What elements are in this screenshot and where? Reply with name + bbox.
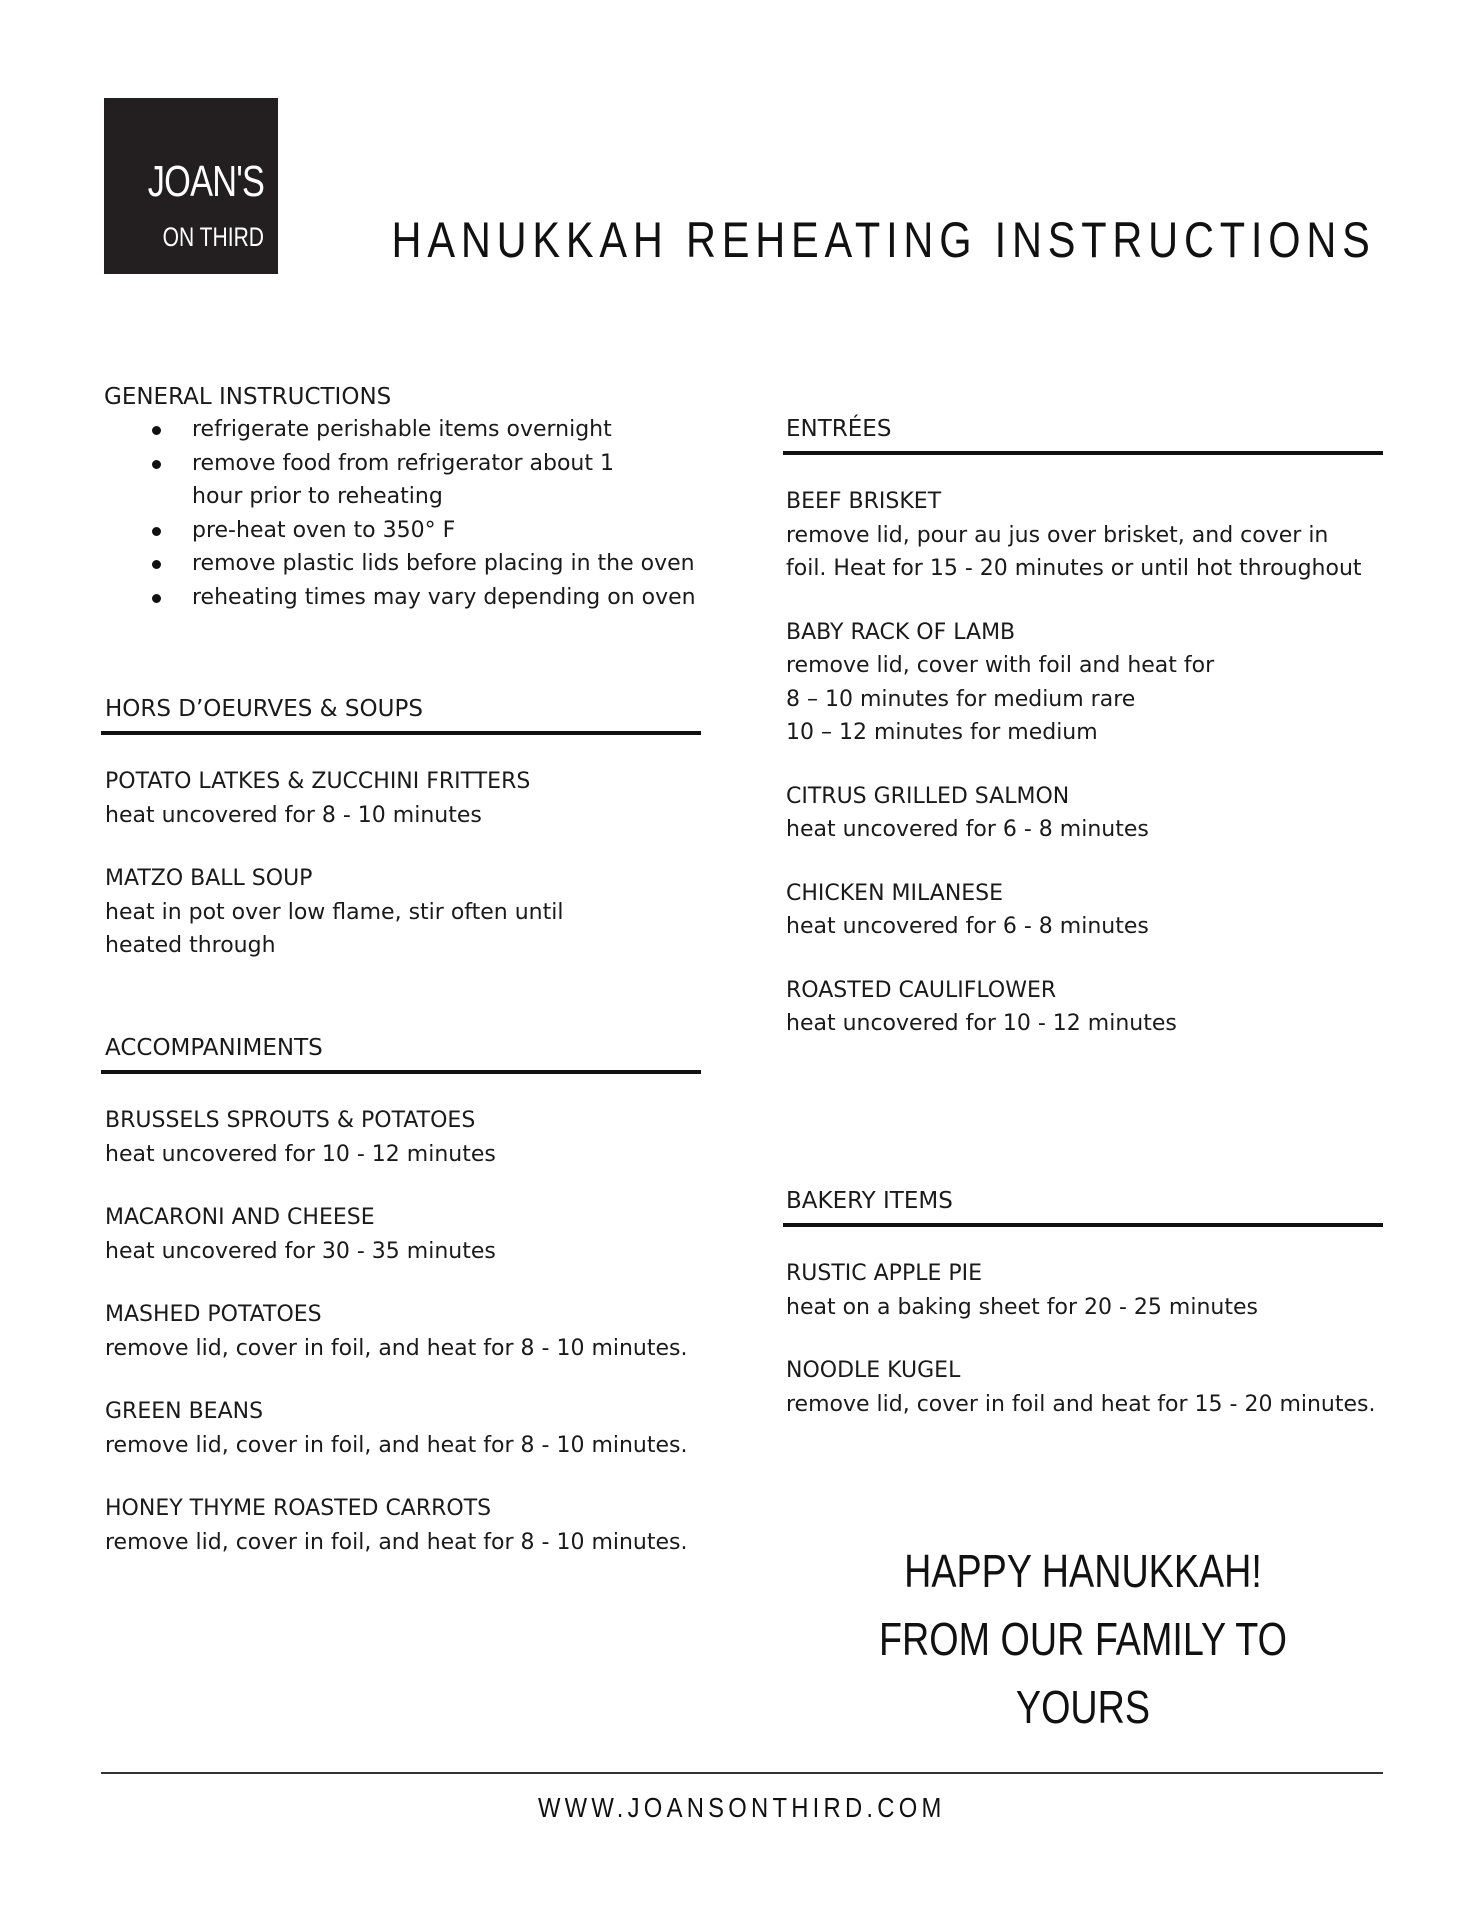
list-item: pre-heat oven to 350° F — [144, 514, 724, 548]
item-name: MATZO BALL SOUP — [105, 866, 313, 891]
item-instructions: remove lid, cover in foil and heat for 15 - 20 minutes. — [786, 1391, 1376, 1417]
menu-item — [783, 974, 1383, 1041]
item-instructions: remove lid, cover with foil and heat for 8 – 10 minutes for medium rare 10 – 12 minutes for medium — [786, 653, 1215, 745]
item-instructions: heat uncovered for 6 - 8 minutes — [786, 914, 1149, 939]
item-name: CITRUS GRILLED SALMON — [786, 783, 1070, 809]
list-item: refrigerate perishable items overnight — [144, 413, 724, 447]
logo-line-1: JOAN'S — [147, 157, 264, 206]
item-instructions: remove lid, cover in foil, and heat for 8 - 10 minutes. — [105, 1529, 688, 1555]
menu-item — [783, 877, 1383, 944]
item-instructions: heat uncovered for 8 - 10 minutes — [105, 802, 482, 828]
list-item: remove food from refrigerator about 1 hour prior to reheating — [144, 447, 632, 514]
menu-item — [101, 1492, 701, 1559]
item-name: POTATO LATKES & ZUCCHINI FRITTERS — [105, 769, 531, 794]
hors-doeuvres-section — [101, 695, 701, 963]
item-instructions: remove lid, cover in foil, and heat for 8 - 10 minutes. — [105, 1432, 688, 1458]
entrees-section — [783, 415, 1383, 1041]
item-name: NOODLE KUGEL — [786, 1358, 961, 1383]
menu-item — [783, 1354, 1383, 1421]
menu-item — [783, 780, 1383, 847]
menu-item — [101, 1104, 701, 1171]
footer-divider — [101, 1772, 1383, 1774]
list-item: remove plastic lids before placing in the oven — [144, 547, 724, 581]
item-instructions: heat on a baking sheet for 20 - 25 minutes — [786, 1294, 1258, 1320]
item-name: CHICKEN MILANESE — [786, 880, 1004, 906]
website-link[interactable] — [0, 1792, 1484, 1824]
greeting-line-1: HAPPY HANUKKAH! — [904, 1545, 1262, 1597]
bakery-items-section — [783, 1187, 1383, 1421]
instruction-list — [104, 413, 724, 614]
item-name: RUSTIC APPLE PIE — [786, 1261, 983, 1286]
item-instructions: remove lid, cover in foil, and heat for 8 - 10 minutes. — [105, 1335, 688, 1361]
section-divider — [101, 1070, 701, 1074]
menu-item — [783, 1257, 1383, 1324]
menu-item — [101, 1201, 701, 1268]
item-name: BRUSSELS SPROUTS & POTATOES — [105, 1108, 476, 1133]
item-name: MACARONI AND CHEESE — [105, 1205, 375, 1230]
item-instructions: remove lid, pour au jus over brisket, and cover in foil. Heat for 15 - 20 minutes or until hot throughout — [786, 522, 1362, 581]
item-instructions: heat uncovered for 10 - 12 minutes — [786, 1011, 1177, 1036]
bullet-icon — [152, 594, 161, 603]
menu-item — [101, 1395, 701, 1462]
greeting-line-2: FROM OUR FAMILY TO YOURS — [878, 1613, 1288, 1733]
item-name: BEEF BRISKET — [786, 489, 942, 514]
menu-item — [783, 485, 1383, 586]
section-heading: GENERAL INSTRUCTIONS — [104, 384, 392, 410]
section-heading: HORS D’OEURVES & SOUPS — [105, 696, 423, 722]
item-instructions: heat in pot over low flame, stir often until heated through — [105, 899, 564, 958]
section-heading: BAKERY ITEMS — [786, 1188, 953, 1214]
website-url[interactable]: WWW.JOANSONTHIRD.COM — [538, 1792, 946, 1823]
holiday-greeting — [783, 1537, 1383, 1741]
section-divider — [101, 731, 701, 735]
menu-item — [101, 765, 701, 832]
bullet-icon — [152, 527, 161, 536]
item-instructions: heat uncovered for 10 - 12 minutes — [105, 1141, 496, 1167]
brand-logo — [104, 98, 278, 274]
item-name: ROASTED CAULIFLOWER — [786, 977, 1057, 1003]
item-name: MASHED POTATOES — [105, 1302, 322, 1327]
item-name: BABY RACK OF LAMB — [786, 619, 1016, 645]
item-name: HONEY THYME ROASTED CARROTS — [105, 1496, 492, 1521]
page-title: HANUKKAH REHEATING INSTRUCTIONS — [391, 212, 1376, 268]
section-divider — [783, 451, 1383, 455]
section-divider — [783, 1223, 1383, 1227]
general-instructions-section — [104, 383, 724, 614]
bullet-icon — [152, 426, 161, 435]
list-item: reheating times may vary depending on oven — [144, 581, 724, 615]
item-name: GREEN BEANS — [105, 1399, 264, 1424]
item-instructions: heat uncovered for 30 - 35 minutes — [105, 1238, 496, 1264]
menu-item — [101, 862, 701, 963]
bullet-icon — [152, 460, 161, 469]
section-heading: ENTRÉES — [786, 416, 892, 442]
section-heading: ACCOMPANIMENTS — [105, 1035, 323, 1061]
bullet-icon — [152, 560, 161, 569]
item-instructions: heat uncovered for 6 - 8 minutes — [786, 817, 1149, 842]
accompaniments-section — [101, 1034, 701, 1559]
menu-item — [101, 1298, 701, 1365]
logo-line-2: ON THIRD — [162, 222, 264, 252]
menu-item — [783, 616, 1383, 750]
